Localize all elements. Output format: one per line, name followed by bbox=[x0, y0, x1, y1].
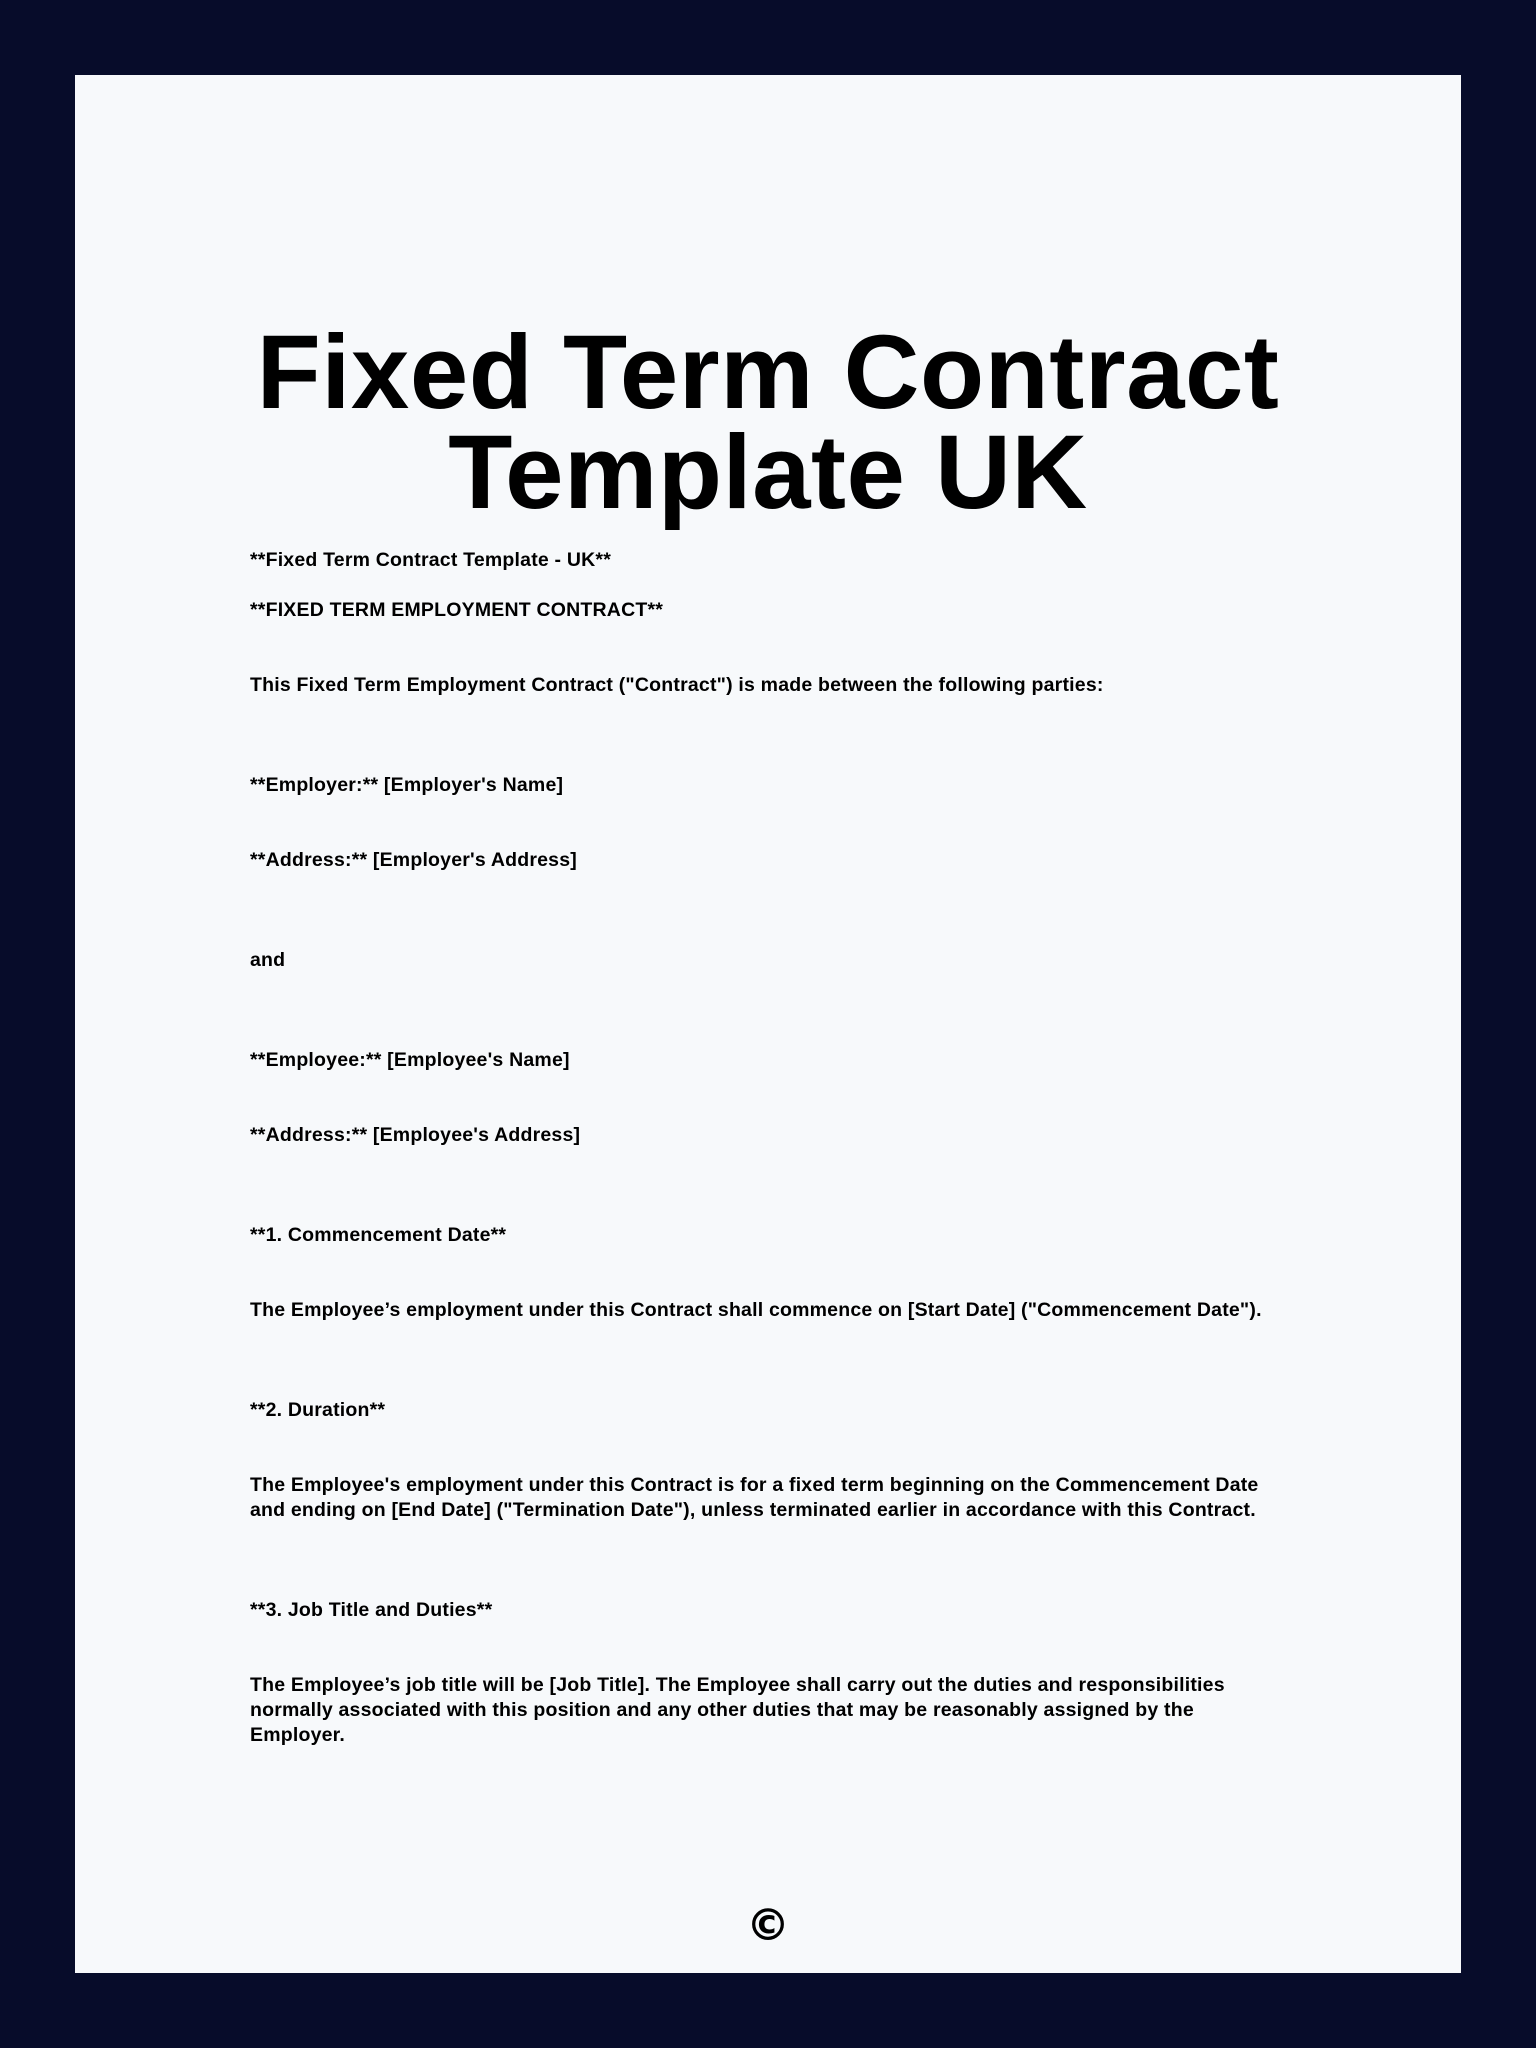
employee-name-field: **Employee:** [Employee's Name] bbox=[250, 1049, 570, 1071]
section-3-text-line: Employer. bbox=[250, 1724, 346, 1746]
section-1-heading: **1. Commencement Date** bbox=[250, 1224, 507, 1246]
section-2-text-line: The Employee's employment under this Contract is for a fixed term beginning on the Commencement Date bbox=[250, 1474, 1259, 1496]
employer-name-field: **Employer:** [Employer's Name] bbox=[250, 774, 564, 796]
section-3-text-line: normally associated with this position and any other duties that may be reasonably assigned by the bbox=[250, 1699, 1194, 1721]
and-separator: and bbox=[250, 949, 286, 971]
section-3-text-line: The Employee’s job title will be [Job Title]. The Employee shall carry out the duties and responsibilities bbox=[250, 1674, 1225, 1696]
document-title-line-2: Template UK bbox=[448, 414, 1088, 531]
employer-address-field: **Address:** [Employer's Address] bbox=[250, 849, 577, 871]
employee-address-field: **Address:** [Employee's Address] bbox=[250, 1124, 581, 1146]
copyright-icon: © bbox=[746, 1900, 790, 1951]
section-3-heading: **3. Job Title and Duties** bbox=[250, 1599, 493, 1621]
section-1-text: The Employee’s employment under this Contract shall commence on [Start Date] ("Commencement Date"). bbox=[250, 1299, 1262, 1321]
template-heading: **Fixed Term Contract Template - UK** bbox=[250, 549, 611, 571]
intro-paragraph: This Fixed Term Employment Contract ("Contract") is made between the following parties: bbox=[250, 674, 1104, 696]
section-2-text-line: and ending on [End Date] ("Termination Date"), unless terminated earlier in accordance with this Contract. bbox=[250, 1499, 1256, 1521]
section-2-text bbox=[250, 1473, 1330, 1523]
document-page bbox=[75, 75, 1461, 1973]
section-3-text bbox=[250, 1673, 1330, 1748]
document-title bbox=[75, 314, 1461, 531]
contract-heading: **FIXED TERM EMPLOYMENT CONTRACT** bbox=[250, 599, 664, 621]
section-2-heading: **2. Duration** bbox=[250, 1399, 386, 1421]
document-title-line-1: Fixed Term Contract bbox=[256, 314, 1280, 431]
